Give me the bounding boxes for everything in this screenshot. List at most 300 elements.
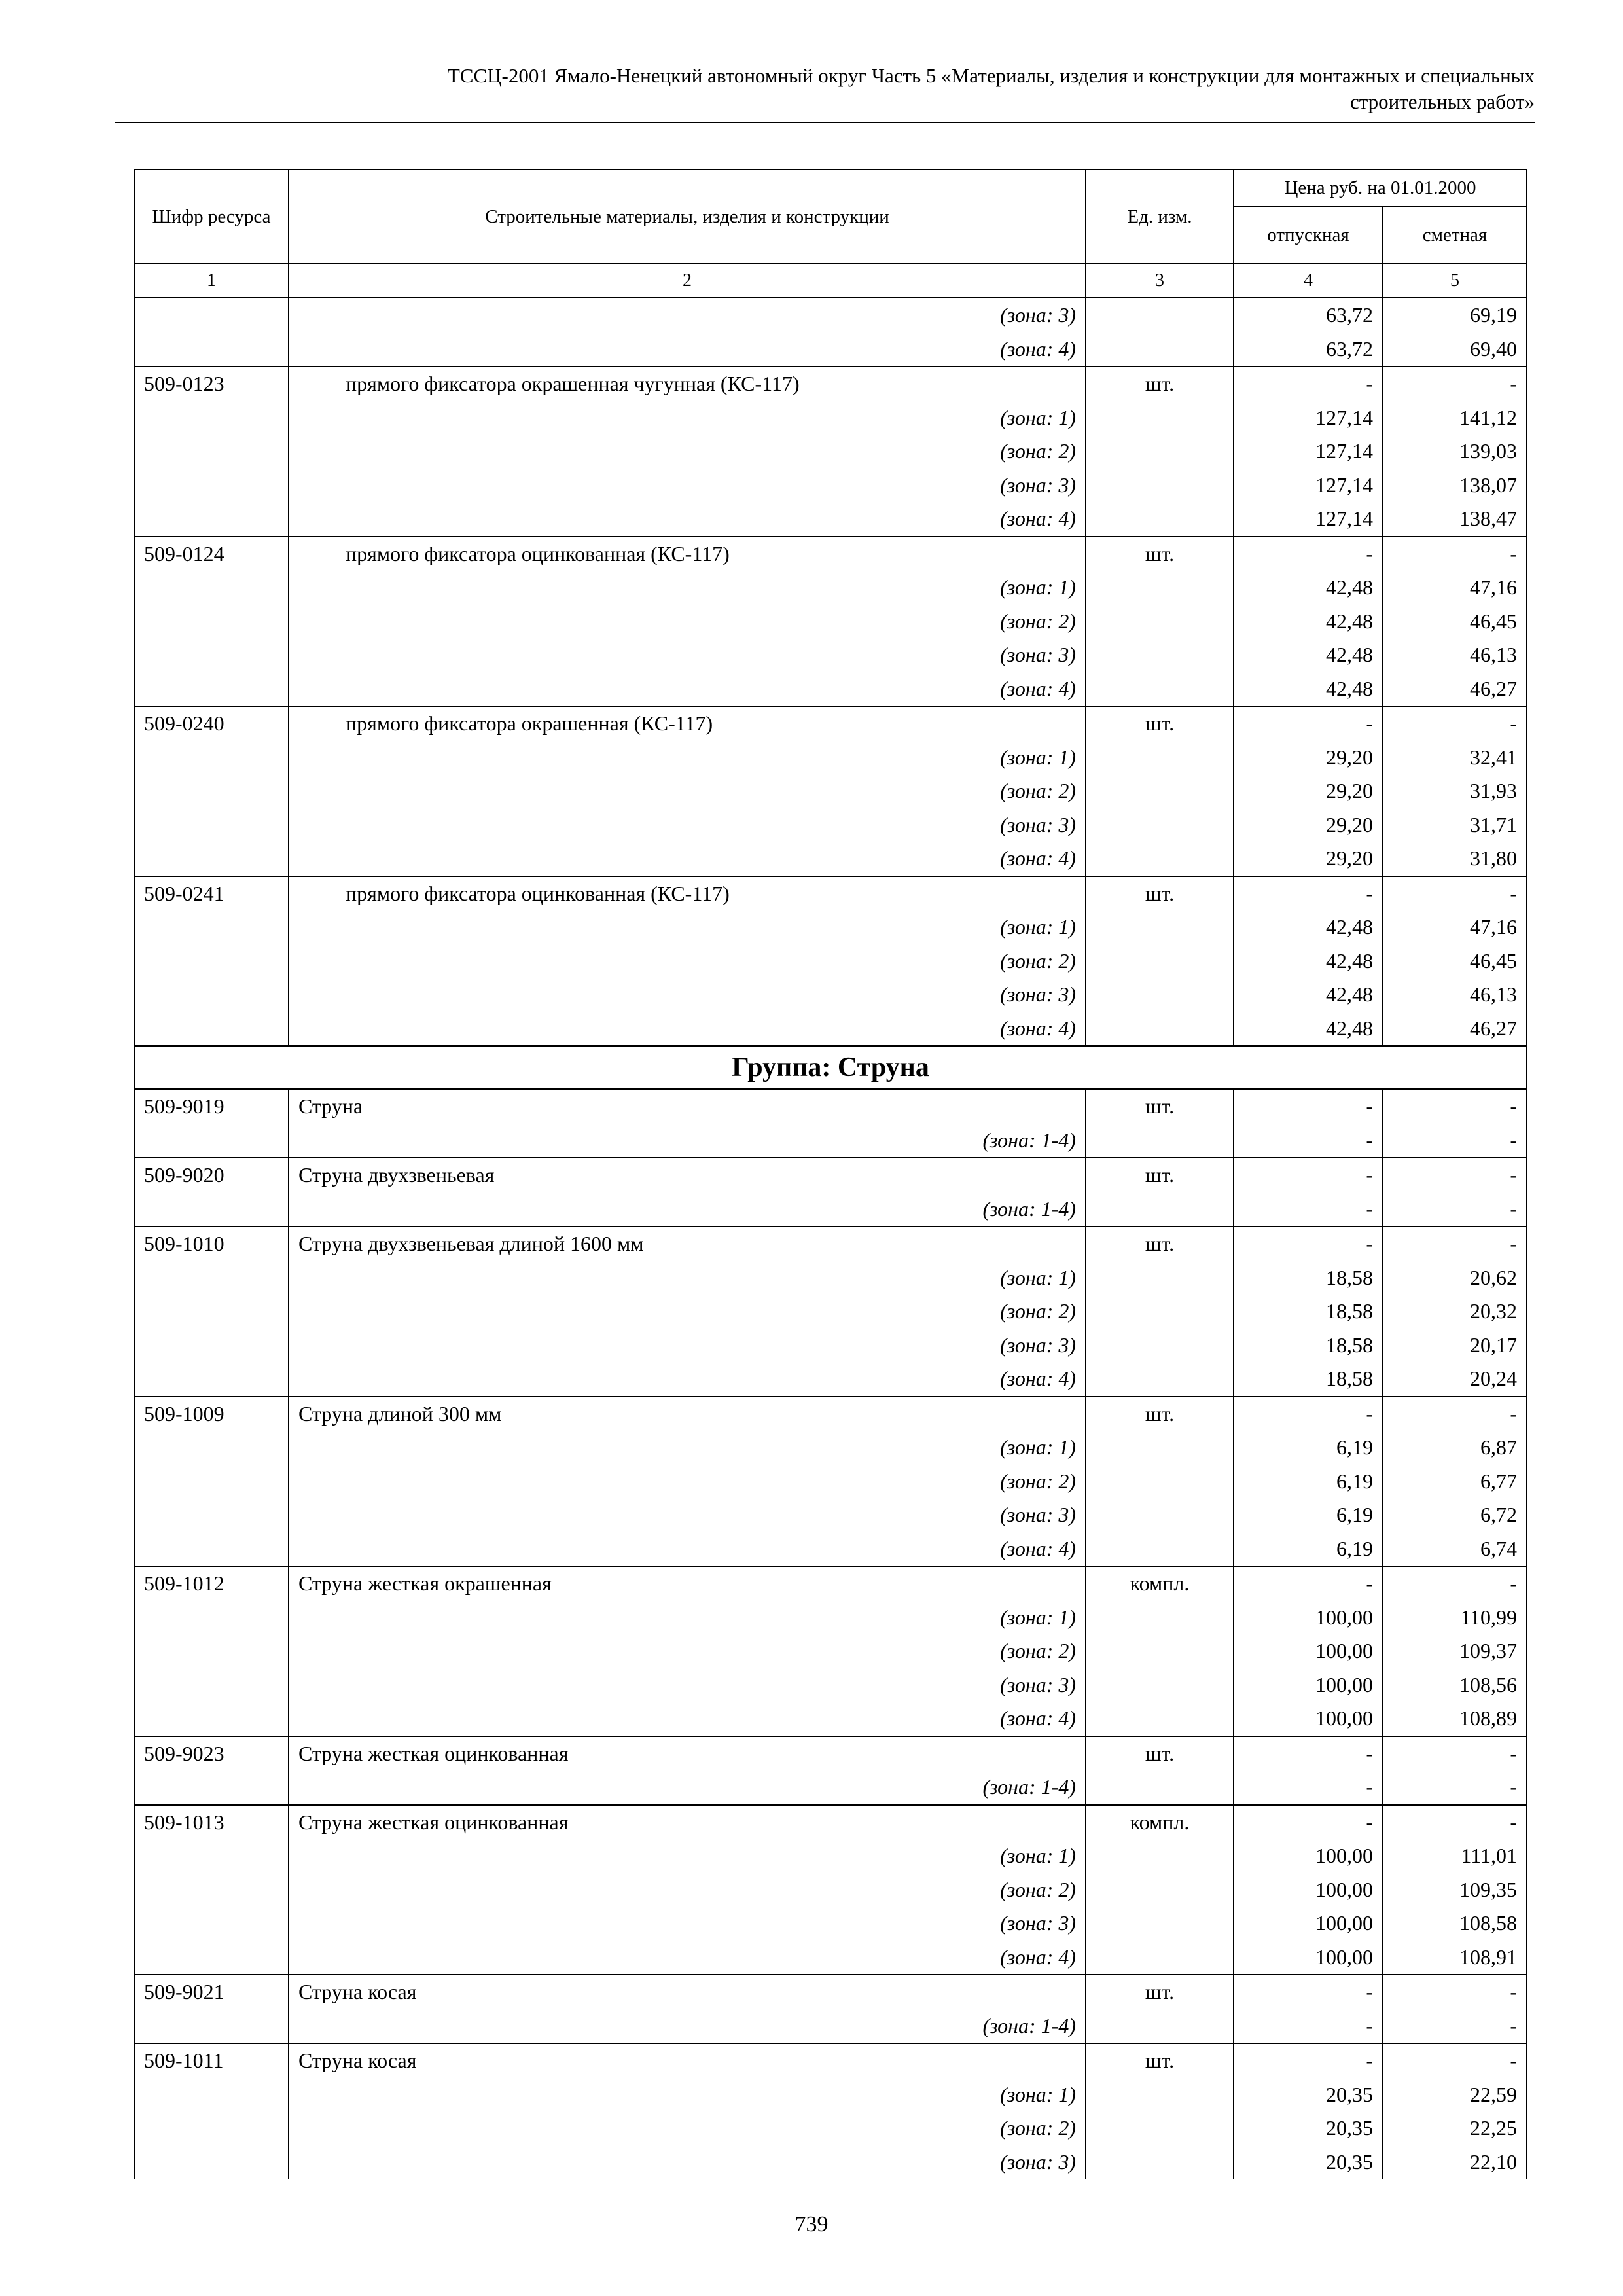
resource-unit-empty — [1086, 605, 1234, 639]
resource-unit-empty — [1086, 1601, 1234, 1635]
release-price: - — [1234, 1089, 1383, 1124]
estimate-price: 32,41 — [1383, 741, 1527, 775]
release-price: 42,48 — [1234, 978, 1383, 1012]
resource-unit-empty — [1086, 808, 1234, 842]
estimate-price: 108,56 — [1383, 1668, 1527, 1702]
resource-code-empty — [134, 332, 289, 367]
resource-code: 509-9023 — [134, 1736, 289, 1771]
zone-row — [134, 1498, 1527, 1532]
resource-unit: шт. — [1086, 1736, 1234, 1771]
zone-label: (зона: 2) — [289, 1465, 1086, 1499]
resource-unit-empty — [1086, 1770, 1234, 1805]
estimate-price: - — [1383, 1397, 1527, 1431]
resource-name: Струна двухзвеньевая длиной 1600 мм — [289, 1227, 1086, 1261]
zone-label: (зона: 1-4) — [289, 1124, 1086, 1158]
table-body — [134, 298, 1527, 2179]
resource-code: 509-0123 — [134, 367, 289, 401]
release-price: - — [1234, 1227, 1383, 1261]
resource-code-empty — [134, 1498, 289, 1532]
resource-code: 509-9021 — [134, 1975, 289, 2009]
resource-unit: шт. — [1086, 1089, 1234, 1124]
resource-unit-empty — [1086, 638, 1234, 672]
estimate-price: 31,71 — [1383, 808, 1527, 842]
estimate-price: 6,72 — [1383, 1498, 1527, 1532]
header-estimate: сметная — [1383, 206, 1527, 264]
zone-row — [134, 605, 1527, 639]
resource-unit-empty — [1086, 469, 1234, 503]
zone-label: (зона: 4) — [289, 842, 1086, 876]
resource-code-empty — [134, 502, 289, 537]
release-price: - — [1234, 537, 1383, 571]
estimate-price: 139,03 — [1383, 435, 1527, 469]
resource-unit-empty — [1086, 332, 1234, 367]
zone-row — [134, 910, 1527, 944]
estimate-price: 6,74 — [1383, 1532, 1527, 1567]
release-price: - — [1234, 2009, 1383, 2044]
estimate-price: - — [1383, 1158, 1527, 1193]
resource-row — [134, 1736, 1527, 1771]
header-line-1: ТССЦ-2001 Ямало-Ненецкий автономный округ Часть 5 «Материалы, изделия и конструкции для монтажных и специальных — [447, 64, 1535, 87]
resource-unit: шт. — [1086, 537, 1234, 571]
release-price: 100,00 — [1234, 1839, 1383, 1873]
release-price: 6,19 — [1234, 1532, 1383, 1567]
zone-row — [134, 1634, 1527, 1668]
resource-unit: компл. — [1086, 1805, 1234, 1840]
resource-unit-empty — [1086, 1329, 1234, 1363]
column-number-3: 3 — [1086, 264, 1234, 298]
release-price: 6,19 — [1234, 1431, 1383, 1465]
resource-name: прямого фиксатора оцинкованная (КС-117) — [289, 876, 1086, 911]
release-price: 42,48 — [1234, 1012, 1383, 1047]
zone-row — [134, 2009, 1527, 2044]
resource-code-empty — [134, 1431, 289, 1465]
zone-label: (зона: 1) — [289, 910, 1086, 944]
resource-unit-empty — [1086, 1702, 1234, 1736]
table-header — [134, 170, 1527, 298]
estimate-price: 46,45 — [1383, 605, 1527, 639]
resource-row — [134, 1805, 1527, 1840]
resource-unit-empty — [1086, 1431, 1234, 1465]
zone-row — [134, 1770, 1527, 1805]
estimate-price: 46,27 — [1383, 1012, 1527, 1047]
resource-unit-empty — [1086, 1498, 1234, 1532]
column-number-4: 4 — [1234, 264, 1383, 298]
resource-code-empty — [134, 910, 289, 944]
zone-row — [134, 435, 1527, 469]
estimate-price: 109,35 — [1383, 1873, 1527, 1907]
release-price: 100,00 — [1234, 1668, 1383, 1702]
release-price: 29,20 — [1234, 741, 1383, 775]
zone-row — [134, 1362, 1527, 1397]
zone-row — [134, 808, 1527, 842]
zone-label: (зона: 3) — [289, 2145, 1086, 2179]
estimate-price: 20,32 — [1383, 1295, 1527, 1329]
estimate-price: - — [1383, 537, 1527, 571]
release-price: - — [1234, 1158, 1383, 1193]
zone-label: (зона: 3) — [289, 469, 1086, 503]
resource-code-empty — [134, 1941, 289, 1975]
zone-label: (зона: 2) — [289, 944, 1086, 978]
zone-row — [134, 1465, 1527, 1499]
resource-row — [134, 2043, 1527, 2078]
header-line-2: строительных работ» — [1349, 90, 1535, 113]
resource-unit-empty — [1086, 944, 1234, 978]
resource-unit: шт. — [1086, 706, 1234, 741]
zone-label: (зона: 4) — [289, 1702, 1086, 1736]
zone-row — [134, 2111, 1527, 2145]
resource-unit-empty — [1086, 672, 1234, 707]
resource-unit-empty — [1086, 401, 1234, 435]
release-price: 127,14 — [1234, 469, 1383, 503]
resource-row — [134, 1227, 1527, 1261]
zone-label: (зона: 3) — [289, 978, 1086, 1012]
resource-code-empty — [134, 1124, 289, 1158]
resource-row — [134, 1397, 1527, 1431]
zone-row — [134, 741, 1527, 775]
resource-code-empty — [134, 1702, 289, 1736]
zone-label: (зона: 1) — [289, 571, 1086, 605]
zone-label: (зона: 3) — [289, 1498, 1086, 1532]
release-price: 20,35 — [1234, 2111, 1383, 2145]
zone-row — [134, 571, 1527, 605]
estimate-price: 22,10 — [1383, 2145, 1527, 2179]
column-number-1: 1 — [134, 264, 289, 298]
resource-code-empty — [134, 2145, 289, 2179]
resource-code-empty — [134, 1193, 289, 1227]
group-title: Группа: Струна — [134, 1046, 1527, 1089]
resource-row — [134, 706, 1527, 741]
resource-code-empty — [134, 1261, 289, 1295]
zone-label: (зона: 1-4) — [289, 2009, 1086, 2044]
release-price: 6,19 — [1234, 1465, 1383, 1499]
resource-code-empty — [134, 2111, 289, 2145]
zone-label: (зона: 2) — [289, 435, 1086, 469]
resource-code-empty — [134, 1601, 289, 1635]
release-price: 42,48 — [1234, 571, 1383, 605]
resource-code-empty — [134, 605, 289, 639]
resource-name: Струна жесткая оцинкованная — [289, 1736, 1086, 1771]
estimate-price: 31,93 — [1383, 774, 1527, 808]
estimate-price: 20,24 — [1383, 1362, 1527, 1397]
estimate-price: - — [1383, 1770, 1527, 1805]
zone-row — [134, 1839, 1527, 1873]
column-number-2: 2 — [289, 264, 1086, 298]
estimate-price: 46,13 — [1383, 978, 1527, 1012]
resource-unit-empty — [1086, 1362, 1234, 1397]
release-price: - — [1234, 1975, 1383, 2009]
header-price: Цена руб. на 01.01.2000 — [1234, 170, 1527, 206]
zone-label: (зона: 3) — [289, 1668, 1086, 1702]
resource-code-empty — [134, 1532, 289, 1567]
zone-label: (зона: 1-4) — [289, 1770, 1086, 1805]
estimate-price: 6,87 — [1383, 1431, 1527, 1465]
estimate-price: - — [1383, 1975, 1527, 2009]
resource-unit-empty — [1086, 1193, 1234, 1227]
resource-unit-empty — [1086, 2145, 1234, 2179]
release-price: - — [1234, 2043, 1383, 2078]
zone-label: (зона: 4) — [289, 672, 1086, 707]
zone-row — [134, 2145, 1527, 2179]
release-price: - — [1234, 706, 1383, 741]
zone-row — [134, 401, 1527, 435]
zone-label: (зона: 3) — [289, 1907, 1086, 1941]
resource-code-empty — [134, 401, 289, 435]
zone-row — [134, 944, 1527, 978]
header-code: Шифр ресурса — [134, 170, 289, 264]
release-price: 100,00 — [1234, 1873, 1383, 1907]
zone-row — [134, 774, 1527, 808]
zone-row — [134, 1329, 1527, 1363]
zone-row — [134, 1668, 1527, 1702]
zone-label: (зона: 4) — [289, 1532, 1086, 1567]
header-rule — [115, 122, 1535, 123]
resource-name: прямого фиксатора оцинкованная (КС-117) — [289, 537, 1086, 571]
estimate-price: 47,16 — [1383, 910, 1527, 944]
resource-code-empty — [134, 571, 289, 605]
estimate-price: 31,80 — [1383, 842, 1527, 876]
release-price: 29,20 — [1234, 808, 1383, 842]
estimate-price: 20,17 — [1383, 1329, 1527, 1363]
release-price: 20,35 — [1234, 2078, 1383, 2112]
resource-code-empty — [134, 1012, 289, 1047]
zone-row — [134, 502, 1527, 537]
release-price: 42,48 — [1234, 944, 1383, 978]
zone-label: (зона: 3) — [289, 808, 1086, 842]
estimate-price: - — [1383, 2009, 1527, 2044]
zone-row — [134, 1193, 1527, 1227]
zone-row — [134, 298, 1527, 332]
resource-name: Струна косая — [289, 1975, 1086, 2009]
resource-code-empty — [134, 2009, 289, 2044]
resource-code: 509-0240 — [134, 706, 289, 741]
estimate-price: - — [1383, 1227, 1527, 1261]
resource-name: прямого фиксатора окрашенная чугунная (КС-117) — [289, 367, 1086, 401]
release-price: - — [1234, 1193, 1383, 1227]
release-price: 29,20 — [1234, 774, 1383, 808]
zone-label: (зона: 1) — [289, 1261, 1086, 1295]
resource-name: Струна — [289, 1089, 1086, 1124]
release-price: 100,00 — [1234, 1634, 1383, 1668]
estimate-price: - — [1383, 1736, 1527, 1771]
resource-unit: шт. — [1086, 367, 1234, 401]
resource-code-empty — [134, 672, 289, 707]
resource-row — [134, 1158, 1527, 1193]
resource-code-empty — [134, 1634, 289, 1668]
resource-code: 509-1009 — [134, 1397, 289, 1431]
zone-label: (зона: 2) — [289, 1634, 1086, 1668]
zone-row — [134, 1601, 1527, 1635]
estimate-price: - — [1383, 367, 1527, 401]
estimate-price: 6,77 — [1383, 1465, 1527, 1499]
zone-row — [134, 1012, 1527, 1047]
resource-unit-empty — [1086, 1124, 1234, 1158]
resource-unit: шт. — [1086, 1397, 1234, 1431]
resource-code: 509-0241 — [134, 876, 289, 911]
zone-label: (зона: 2) — [289, 1873, 1086, 1907]
release-price: 127,14 — [1234, 401, 1383, 435]
resource-name: Струна двухзвеньевая — [289, 1158, 1086, 1193]
release-price: 127,14 — [1234, 435, 1383, 469]
release-price: - — [1234, 1805, 1383, 1840]
resource-unit-empty — [1086, 435, 1234, 469]
resource-name: Струна жесткая окрашенная — [289, 1566, 1086, 1601]
resource-row — [134, 1089, 1527, 1124]
zone-row — [134, 1532, 1527, 1567]
estimate-price: - — [1383, 1124, 1527, 1158]
release-price: 42,48 — [1234, 910, 1383, 944]
estimate-price: - — [1383, 876, 1527, 911]
resource-unit: шт. — [1086, 876, 1234, 911]
zone-label: (зона: 1) — [289, 741, 1086, 775]
zone-label: (зона: 2) — [289, 1295, 1086, 1329]
zone-row — [134, 2078, 1527, 2112]
estimate-price: 138,07 — [1383, 469, 1527, 503]
zone-row — [134, 672, 1527, 707]
estimate-price: 141,12 — [1383, 401, 1527, 435]
resource-unit: компл. — [1086, 1566, 1234, 1601]
estimate-price: 46,13 — [1383, 638, 1527, 672]
estimate-price: 69,40 — [1383, 332, 1527, 367]
resource-unit-empty — [1086, 1261, 1234, 1295]
resource-row — [134, 1975, 1527, 2009]
zone-row — [134, 1295, 1527, 1329]
page-number: 739 — [794, 2212, 829, 2236]
resource-row — [134, 1566, 1527, 1601]
resource-name: Струна косая — [289, 2043, 1086, 2078]
zone-row — [134, 1907, 1527, 1941]
zone-label: (зона: 1) — [289, 1601, 1086, 1635]
resource-code: 509-0124 — [134, 537, 289, 571]
resource-unit-empty — [1086, 2009, 1234, 2044]
zone-row — [134, 469, 1527, 503]
estimate-price: 69,19 — [1383, 298, 1527, 332]
zone-label: (зона: 4) — [289, 1362, 1086, 1397]
resource-code-empty — [134, 1907, 289, 1941]
estimate-price: - — [1383, 1566, 1527, 1601]
estimate-price: 111,01 — [1383, 1839, 1527, 1873]
resource-unit-empty — [1086, 774, 1234, 808]
resource-code-empty — [134, 1668, 289, 1702]
release-price: 18,58 — [1234, 1329, 1383, 1363]
release-price: - — [1234, 1770, 1383, 1805]
estimate-price: 22,59 — [1383, 2078, 1527, 2112]
estimate-price: - — [1383, 2043, 1527, 2078]
zone-row — [134, 1702, 1527, 1736]
estimate-price: - — [1383, 1089, 1527, 1124]
resource-code: 509-1010 — [134, 1227, 289, 1261]
zone-row — [134, 1941, 1527, 1975]
header-unit: Ед. изм. — [1086, 170, 1234, 264]
zone-label: (зона: 4) — [289, 332, 1086, 367]
resource-unit-empty — [1086, 1634, 1234, 1668]
zone-label: (зона: 2) — [289, 605, 1086, 639]
zone-label: (зона: 3) — [289, 1329, 1086, 1363]
release-price: 42,48 — [1234, 672, 1383, 707]
resource-code-empty — [134, 1839, 289, 1873]
resource-code-empty — [134, 944, 289, 978]
zone-label: (зона: 3) — [289, 638, 1086, 672]
resource-unit-empty — [1086, 1532, 1234, 1567]
zone-row — [134, 842, 1527, 876]
release-price: 6,19 — [1234, 1498, 1383, 1532]
resource-code-empty — [134, 435, 289, 469]
resource-unit-empty — [1086, 1941, 1234, 1975]
zone-row — [134, 638, 1527, 672]
resource-code: 509-1011 — [134, 2043, 289, 2078]
zone-row — [134, 1873, 1527, 1907]
resource-code-empty — [134, 741, 289, 775]
resource-unit-empty — [1086, 502, 1234, 537]
estimate-price: 110,99 — [1383, 1601, 1527, 1635]
resource-code-empty — [134, 978, 289, 1012]
resource-unit-empty — [1086, 571, 1234, 605]
resource-code-empty — [134, 808, 289, 842]
release-price: 42,48 — [1234, 638, 1383, 672]
running-header — [111, 63, 1535, 115]
resource-unit-empty — [1086, 1668, 1234, 1702]
resource-unit-empty — [1086, 978, 1234, 1012]
zone-label: (зона: 4) — [289, 502, 1086, 537]
resource-unit-empty — [1086, 842, 1234, 876]
resource-code: 509-1012 — [134, 1566, 289, 1601]
resource-code-empty — [134, 1770, 289, 1805]
zone-label: (зона: 1) — [289, 1839, 1086, 1873]
release-price: 63,72 — [1234, 332, 1383, 367]
resource-unit: шт. — [1086, 1975, 1234, 2009]
resource-code: 509-9020 — [134, 1158, 289, 1193]
zone-label: (зона: 2) — [289, 2111, 1086, 2145]
zone-row — [134, 1124, 1527, 1158]
resource-code-empty — [134, 1873, 289, 1907]
resource-code-empty — [134, 469, 289, 503]
zone-label: (зона: 4) — [289, 1941, 1086, 1975]
estimate-price: 138,47 — [1383, 502, 1527, 537]
resource-unit-empty — [1086, 741, 1234, 775]
release-price: 127,14 — [1234, 502, 1383, 537]
price-table — [134, 169, 1527, 2179]
resource-row — [134, 876, 1527, 911]
resource-name: прямого фиксатора окрашенная (КС-117) — [289, 706, 1086, 741]
group-row — [134, 1046, 1527, 1089]
release-price: - — [1234, 367, 1383, 401]
estimate-price: 46,45 — [1383, 944, 1527, 978]
resource-unit: шт. — [1086, 2043, 1234, 2078]
resource-code: 509-1013 — [134, 1805, 289, 1840]
estimate-price: 108,89 — [1383, 1702, 1527, 1736]
resource-code-empty — [134, 842, 289, 876]
release-price: - — [1234, 1736, 1383, 1771]
release-price: 42,48 — [1234, 605, 1383, 639]
release-price: 20,35 — [1234, 2145, 1383, 2179]
estimate-price: 46,27 — [1383, 672, 1527, 707]
zone-row — [134, 978, 1527, 1012]
estimate-price: 109,37 — [1383, 1634, 1527, 1668]
estimate-price: 108,91 — [1383, 1941, 1527, 1975]
resource-code-empty — [134, 638, 289, 672]
resource-unit: шт. — [1086, 1227, 1234, 1261]
resource-code: 509-9019 — [134, 1089, 289, 1124]
resource-code-empty — [134, 1295, 289, 1329]
release-price: - — [1234, 876, 1383, 911]
resource-code-empty — [134, 774, 289, 808]
zone-label: (зона: 3) — [289, 298, 1086, 332]
resource-row — [134, 367, 1527, 401]
resource-unit-empty — [1086, 910, 1234, 944]
resource-unit-empty — [1086, 2111, 1234, 2145]
resource-unit-empty — [1086, 1295, 1234, 1329]
estimate-price: 108,58 — [1383, 1907, 1527, 1941]
estimate-price: - — [1383, 706, 1527, 741]
